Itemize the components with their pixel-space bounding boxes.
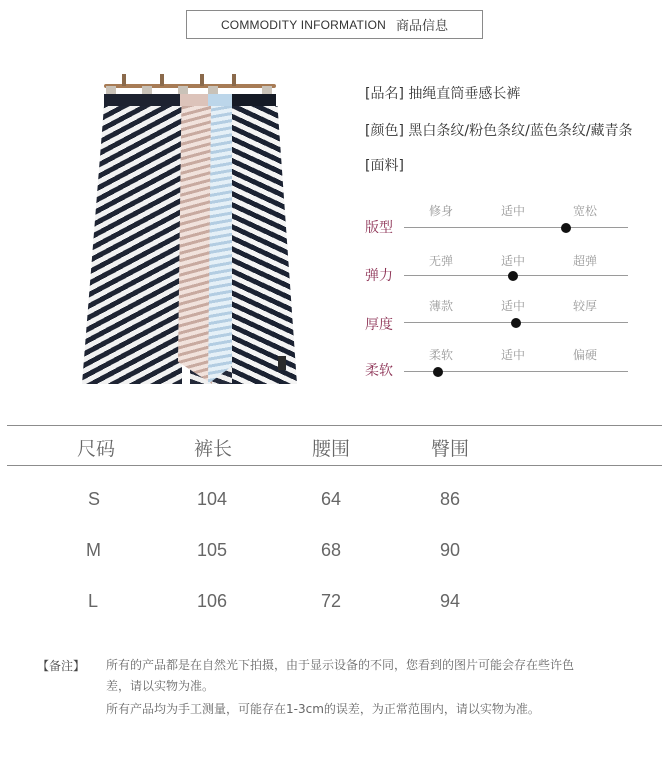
- scale-thickness-opt-mid: 适中: [501, 299, 526, 313]
- pants-black-white: [82, 106, 182, 384]
- scale-elasticity-opt-mid: 适中: [501, 254, 526, 268]
- pants-pink-stripe: [178, 106, 212, 384]
- scale-elasticity-marker: [508, 271, 518, 281]
- scale-fit-line: [404, 227, 628, 228]
- table-cell: 106: [197, 591, 228, 611]
- scale-softness-opt-high: 偏硬: [573, 348, 598, 362]
- table-cell: M: [86, 540, 101, 560]
- remark-tag: 【备注】: [37, 659, 86, 673]
- scale-thickness-opt-high: 较厚: [573, 299, 598, 313]
- scale-thickness-opt-low: 薄款: [429, 299, 454, 313]
- header-title-en: COMMODITY INFORMATION: [220, 17, 387, 32]
- hanger-hook: [122, 74, 126, 86]
- waistband-black: [104, 94, 180, 106]
- hanger-clip: [106, 86, 116, 94]
- table-header-hip: 臀围: [431, 438, 470, 460]
- scale-thickness-name: 厚度: [365, 317, 393, 333]
- hanger-clip: [262, 86, 272, 94]
- hanger-hook: [232, 74, 236, 86]
- header-title-cn: 商品信息: [396, 19, 449, 34]
- remark-line-2: 所有产品均为手工测量，可能存在1-3cm的误差，为正常范围内，请以实物为准。: [106, 702, 540, 716]
- table-header-rule: [7, 465, 662, 466]
- scale-elasticity-opt-high: 超弹: [573, 254, 598, 268]
- waistband-blue: [208, 94, 232, 106]
- table-header-waist: 腰围: [312, 438, 351, 460]
- table-header-size: 尺码: [77, 438, 116, 460]
- table-cell: 68: [321, 540, 342, 560]
- clothing-tag: [278, 356, 286, 370]
- table-top-rule: [7, 425, 662, 426]
- info-fabric: [365, 155, 404, 175]
- hanger-hook: [200, 74, 204, 86]
- table-header-length: 裤长: [194, 438, 233, 460]
- table-cell: 86: [440, 489, 461, 509]
- remark-line-1: 所有的产品都是在自然光下拍摄，由于显示设备的不同，您看到的图片可能会存在些许色差，请以实物为准。: [106, 658, 575, 693]
- table-cell: L: [88, 591, 99, 611]
- product-photo: [82, 74, 297, 384]
- scale-thickness-marker: [511, 318, 521, 328]
- hanger-clip: [178, 86, 188, 94]
- info-color-value: 黑白条纹/粉色条纹/蓝色条纹/藏青条: [408, 123, 633, 139]
- table-cell: 104: [197, 489, 228, 509]
- scale-fit-name: 版型: [365, 220, 393, 236]
- table-cell: 64: [321, 489, 342, 509]
- table-cell: 90: [440, 540, 461, 560]
- pants-navy-stripe: [232, 106, 297, 384]
- info-name-label: [品名]: [365, 86, 404, 102]
- section-header: [186, 10, 483, 39]
- scale-softness-name: 柔软: [365, 363, 393, 379]
- table-cell: 105: [197, 540, 228, 560]
- scale-softness-opt-mid: 适中: [501, 348, 526, 362]
- info-name-value: 抽绳直筒垂感长裤: [408, 86, 521, 102]
- info-color-label: [颜色]: [365, 123, 404, 139]
- hanger-bar: [104, 84, 276, 88]
- scale-fit-opt-low: 修身: [429, 204, 454, 218]
- waistband-pink: [180, 94, 208, 106]
- info-fabric-label: [面料]: [365, 158, 404, 174]
- scale-fit-opt-high: 宽松: [573, 204, 598, 218]
- scale-elasticity-opt-low: 无弹: [429, 254, 454, 268]
- table-cell: 72: [321, 591, 342, 611]
- scale-elasticity-name: 弹力: [365, 268, 393, 284]
- scale-fit-marker: [561, 223, 571, 233]
- hanger-clip: [208, 86, 218, 94]
- hanger-hook: [160, 74, 164, 86]
- scale-fit-opt-mid: 适中: [501, 204, 526, 218]
- info-name: [365, 83, 520, 103]
- waistband-navy: [232, 94, 276, 106]
- table-cell: 94: [440, 591, 461, 611]
- scale-softness-marker: [433, 367, 443, 377]
- hanger-clip: [142, 86, 152, 94]
- table-cell: S: [88, 489, 101, 509]
- info-color: [365, 120, 633, 140]
- scale-softness-opt-low: 柔软: [429, 348, 454, 362]
